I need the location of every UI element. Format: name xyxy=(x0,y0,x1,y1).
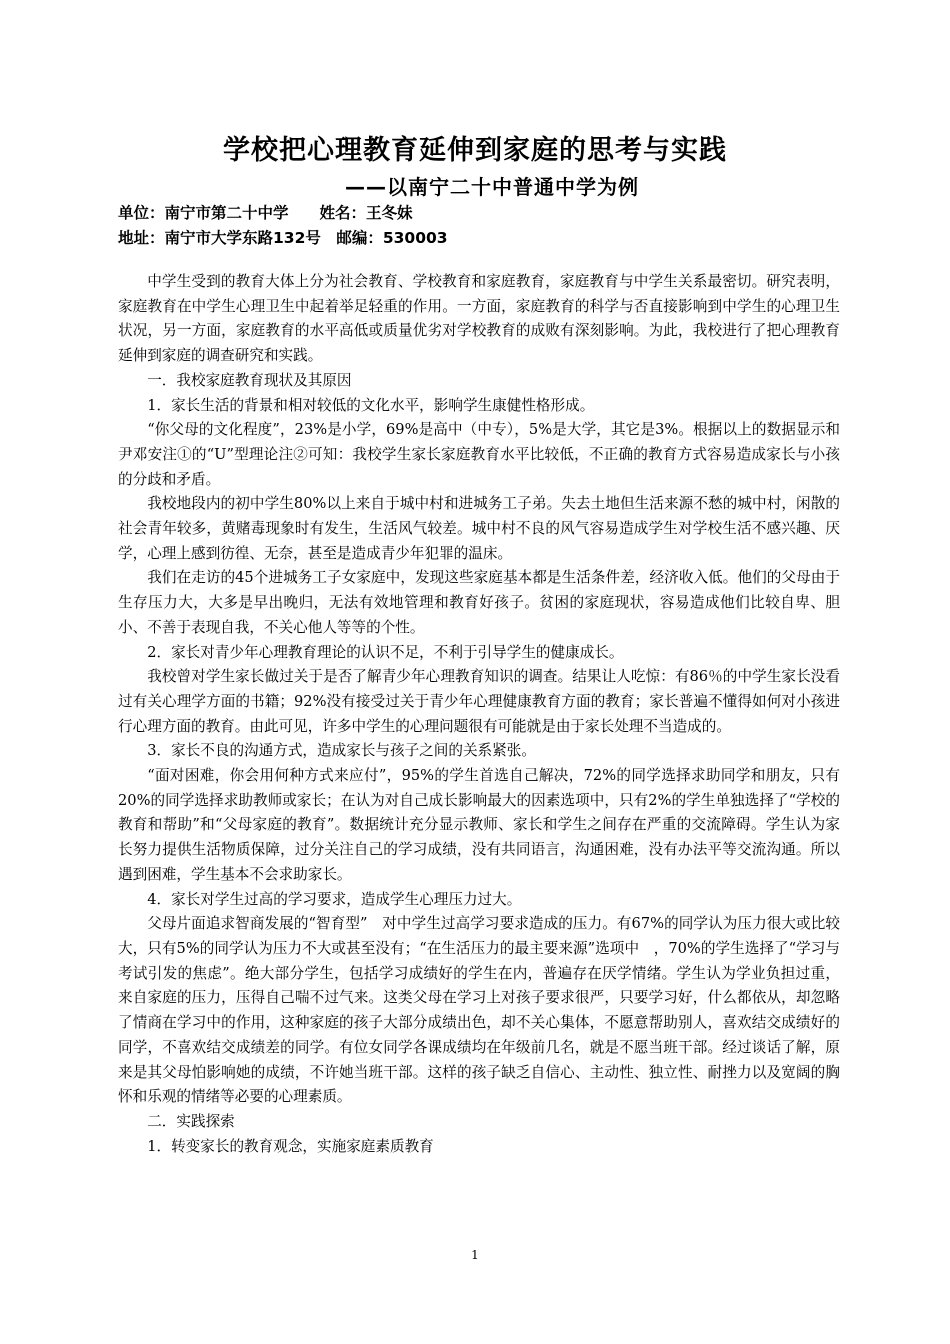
paragraph: 我们在走访的45个进城务工子女家庭中，发现这些家庭基本都是生活条件差，经济收入低。他们的父母由于生存压力大，大多是早出晚归，无法有效地管理和教育好孩子。贫困的家庭现状，容易造成他们比较自卑、胆小、不善于表现自我，不关心他人等等的个性。 xyxy=(118,569,840,636)
paragraph: “面对困难，你会用何种方式来应付”，95%的学生首选自己解决，72%的同学选择求助同学和朋友，只有20%的同学选择求助教师或家长；在认为对自己成长影响最大的因素选项中，只有2%的学生单独选择了“学校的教育和帮助”和“父母家庭的教育”。数据统计充分显示教师、家长和学生之间存在严重的交流障碍。学生认为家长努力提供生活物质保障，过分关注自己的学习成绩，没有共同语言，沟通困难，没有办法平等交流沟通。所以遇到困难，学生基本不会求助家长。 xyxy=(118,767,840,883)
paragraph: 我校曾对学生家长做过关于是否了解青少年心理教育知识的调查。结果让人吃惊：有86％的中学生家长没看过有关心理学方面的书籍；92%没有接受过关于青少年心理健康教育方面的教育；家长普遍不懂得如何对小孩进行心理方面的教育。由此可见，许多中学生的心理问题很有可能就是由于家长处理不当造成的。 xyxy=(118,668,840,735)
section-heading-1: 一．我校家庭教育现状及其原因 xyxy=(147,371,352,389)
paragraph: “你父母的文化程度”，23%是小学，69%是高中（中专），5%是大学，其它是3%。根据以上的数据显示和尹邓安注①的“U”型理论注②可知：我校学生家长家庭教育水平比较低，不正确的教育方式容易造成家长与小孩的分歧和矛盾。 xyxy=(118,421,840,488)
subheading-1: 1．家长生活的背景和相对较低的文化水平，影响学生康健性格形成。 xyxy=(147,396,595,414)
author-unit-line: 单位：南宁市第二十中学 姓名：王冬妹 xyxy=(118,204,413,222)
subheading-3: 3．家长不良的沟通方式，造成家长与孩子之间的关系紧张。 xyxy=(147,742,536,760)
document-body xyxy=(118,270,840,1159)
paragraph-intro: 中学生受到的教育大体上分为社会教育、学校教育和家庭教育，家庭教育与中学生关系最密切。研究表明，家庭教育在中学生心理卫生中起着举足轻重的作用。一方面，家庭教育的科学与否直接影响到中学生的心理卫生状况，另一方面，家庭教育的水平高低或质量优劣对学校教育的成败有深刻影响。为此，我校进行了把心理教育延伸到家庭的调查研究和实践。 xyxy=(118,273,840,365)
document-subtitle: ——以南宁二十中普通中学为例 xyxy=(345,175,639,199)
section-heading-2: 二．实践探索 xyxy=(147,1112,235,1130)
page-number: 1 xyxy=(471,1248,479,1262)
subheading-4: 4．家长对学生过高的学习要求，造成学生心理压力过大。 xyxy=(147,890,522,908)
author-address-line: 地址：南宁市大学东路132号 邮编：530003 xyxy=(118,229,448,247)
paragraph: 我校地段内的初中学生80%以上来自于城中村和进城务工子弟。失去土地但生活来源不愁的城中村，闲散的社会青年较多，黄赌毒现象时有发生，生活风气较差。城中村不良的风气容易造成学生对学校生活不感兴趣、厌学，心理上感到彷徨、无奈，甚至是造成青少年犯罪的温床。 xyxy=(118,495,840,562)
subheading-2: 2．家长对青少年心理教育理论的认识不足，不利于引导学生的健康成长。 xyxy=(147,643,624,661)
subheading-5: 1．转变家长的教育观念，实施家庭素质教育 xyxy=(147,1137,434,1155)
document-title: 学校把心理教育延伸到家庭的思考与实践 xyxy=(223,135,727,166)
paragraph: 父母片面追求智商发展的“智育型” 对中学生过高学习要求造成的压力。有67%的同学认为压力很大或比较大，只有5%的同学认为压力不大或甚至没有；“在生活压力的最主要来源”选项中 ，70%的学生选择了“学习与考试引发的焦虑”。绝大部分学生，包括学习成绩好的学生在内，普遍存在厌学情绪。学生认为学业负担过重，来自家庭的压力，压得自己喘不过气来。这类父母在学习上对孩子要求很严，只要学习好，什么都依从，却忽略了情商在学习中的作用，这种家庭的孩子大部分成绩出色，却不关心集体，不愿意帮助别人，喜欢结交成绩好的同学，不喜欢结交成绩差的同学。有位女同学各课成绩均在年级前几名，就是不愿当班干部。经过谈话了解，原来是其父母怕影响她的成绩，不许她当班干部。这样的孩子缺乏自信心、主动性、独立性、耐挫力以及宽阔的胸怀和乐观的情绪等必要的心理素质。 xyxy=(118,915,840,1106)
